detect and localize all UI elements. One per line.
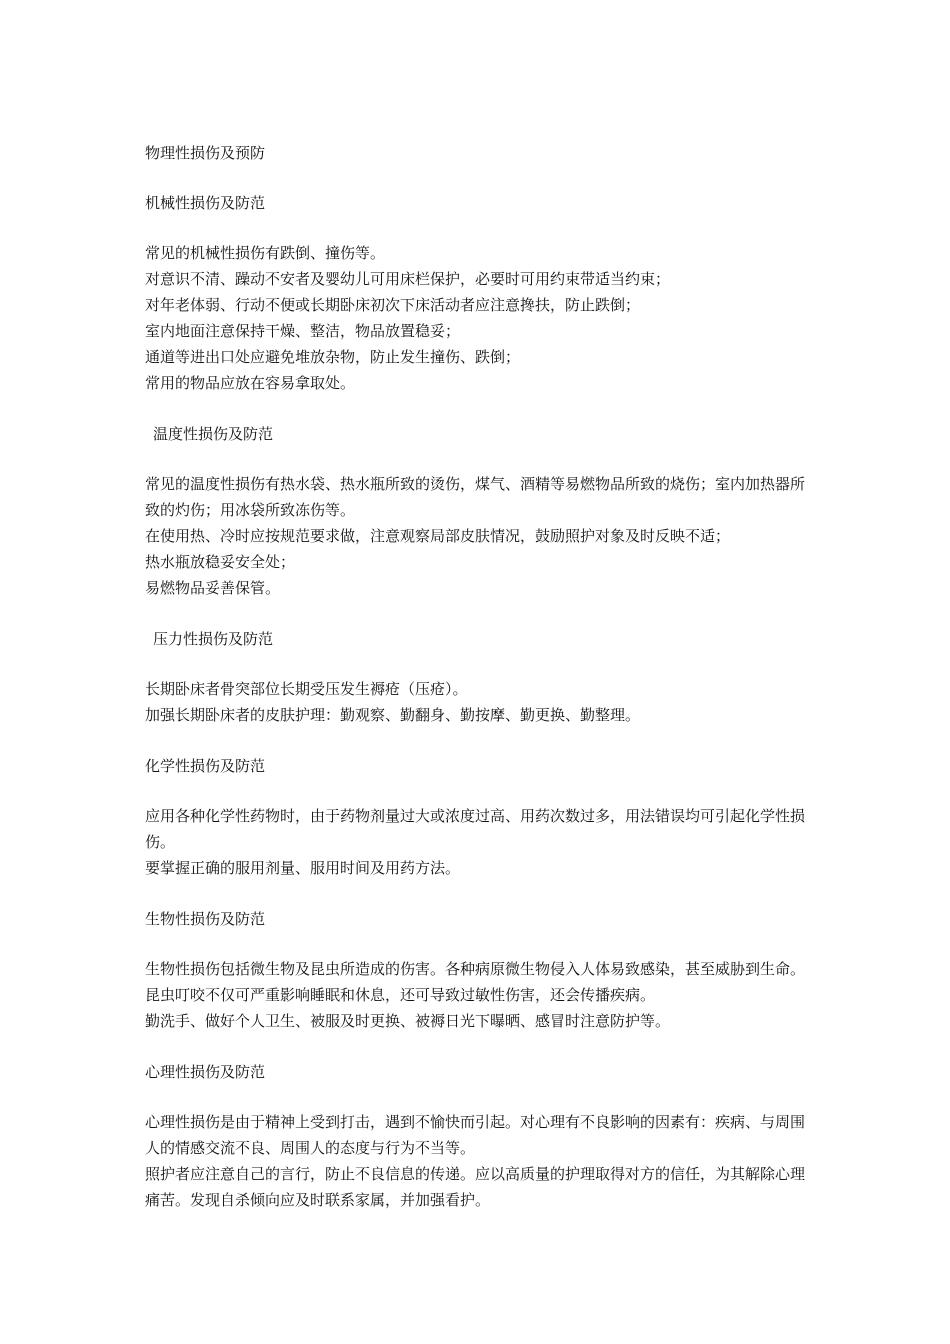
section-heading-temperature: 温度性损伤及防范 — [153, 425, 274, 443]
body-line: 热水瓶放稳妥安全处； — [145, 553, 296, 571]
section-heading-psychological: 心理性损伤及防范 — [145, 1063, 266, 1081]
body-line: 常见的机械性损伤有跌倒、撞伤等。 — [145, 244, 386, 262]
body-line: 在使用热、冷时应按规范要求做，注意观察局部皮肤情况，鼓励照护对象及时反映不适； — [145, 527, 731, 545]
body-line: 常见的温度性损伤有热水袋、热水瓶所致的烫伤，煤气、酒精等易燃物品所致的烧伤；室内加热器所致的灼伤；用冰袋所致冻伤等。 — [145, 475, 806, 519]
section-body-biological — [145, 956, 815, 1034]
body-line: 照护者应注意自己的言行，防止不良信息的传递。应以高质量的护理取得对方的信任，为其解除心理痛苦。发现自杀倾向应及时联系家属，并加强看护。 — [145, 1165, 806, 1209]
document-page — [145, 140, 815, 1238]
body-line: 要掌握正确的服用剂量、服用时间及用药方法。 — [145, 859, 461, 877]
section-heading-mechanical: 机械性损伤及防范 — [145, 194, 266, 212]
body-line: 通道等进出口处应避免堆放杂物，防止发生撞伤、跌倒； — [145, 348, 521, 366]
body-line: 常用的物品应放在容易拿取处。 — [145, 374, 356, 392]
body-line: 长期卧床者骨突部位长期受压发生褥疮（压疮）。 — [145, 680, 468, 698]
body-line: 加强长期卧床者的皮肤护理：勤观察、勤翻身、勤按摩、勤更换、勤整理。 — [145, 706, 641, 724]
section-body-chemical — [145, 803, 815, 881]
section-heading-chemical: 化学性损伤及防范 — [145, 757, 266, 775]
body-line: 心理性损伤是由于精神上受到打击，遇到不愉快而引起。对心理有不良影响的因素有：疾病、与周围人的情感交流不良、周围人的态度与行为不当等。 — [145, 1113, 806, 1157]
body-line: 勤洗手、做好个人卫生、被服及时更换、被褥日光下曝晒、感冒时注意防护等。 — [145, 1012, 671, 1030]
body-line: 易燃物品妥善保管。 — [145, 579, 281, 597]
body-line: 对年老体弱、行动不便或长期卧床初次下床活动者应注意搀扶，防止跌倒； — [145, 296, 641, 314]
section-body-temperature — [145, 471, 815, 601]
section-body-mechanical — [145, 240, 815, 396]
body-line: 室内地面注意保持干燥、整洁，物品放置稳妥； — [145, 322, 461, 340]
body-line: 应用各种化学性药物时，由于药物剂量过大或浓度过高、用药次数过多，用法错误均可引起化学性损伤。 — [145, 807, 806, 851]
document-title: 物理性损伤及预防 — [145, 144, 266, 162]
section-body-pressure — [145, 676, 815, 728]
section-body-psychological — [145, 1109, 815, 1213]
section-heading-biological: 生物性损伤及防范 — [145, 910, 266, 928]
body-line: 生物性损伤包括微生物及昆虫所造成的伤害。各种病原微生物侵入人体易致感染，甚至威胁到生命。昆虫叮咬不仅可严重影响睡眠和休息，还可导致过敏性伤害，还会传播疾病。 — [145, 960, 806, 1004]
section-heading-pressure: 压力性损伤及防范 — [153, 630, 274, 648]
body-line: 对意识不清、躁动不安者及婴幼儿可用床栏保护，必要时可用约束带适当约束； — [145, 270, 671, 288]
